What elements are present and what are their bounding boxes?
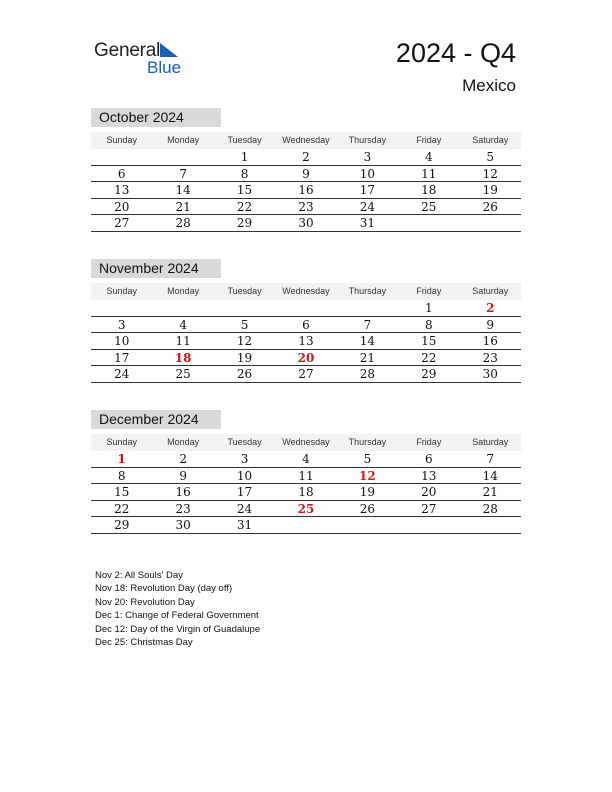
week-row [91,215,521,232]
day-cell: 20 [297,350,315,365]
empty-day-cell [152,149,213,165]
weekday-label: Monday [167,286,200,296]
empty-day-cell [337,517,398,533]
day-cell: 8 [240,166,249,181]
day-cell: 15 [114,485,130,500]
day-cell: 22 [114,501,130,516]
empty-day-cell [214,300,275,316]
weekday-header-row [91,283,521,300]
logo [94,40,194,80]
day-cell: 7 [363,317,372,332]
day-cell: 23 [175,501,191,516]
day-cell: 10 [236,468,253,483]
day-cell: 5 [363,452,372,466]
weekday-label: Monday [167,437,200,447]
week-row [91,300,521,317]
day-cell: 19 [236,350,253,365]
week-row [91,317,521,334]
weekday-label: Tuesday [227,437,262,447]
week-row [91,517,521,534]
day-cell: 9 [179,468,187,483]
logo-triangle-icon [160,43,180,59]
day-cell: 6 [302,317,310,332]
day-cell: 12 [359,468,376,483]
holiday-note: Dec 25: Christmas Day [95,637,193,649]
holiday-note: Dec 1: Change of Federal Government [95,610,259,622]
empty-day-cell [398,215,459,231]
day-cell: 29 [421,367,437,382]
weekday-label: Friday [416,135,442,145]
day-cell: 14 [175,183,191,198]
week-row [91,451,521,468]
day-cell: 13 [298,334,314,349]
day-cell: 5 [240,317,249,332]
weekday-label: Thursday [348,437,387,447]
day-cell: 28 [175,216,191,231]
day-cell: 2 [179,452,187,466]
day-cell: 1 [117,452,126,466]
day-cell: 2 [486,301,495,315]
day-cell: 24 [236,501,253,516]
day-cell: 12 [236,334,253,349]
empty-day-cell [398,517,459,533]
day-cell: 16 [482,334,498,349]
day-cell: 7 [179,166,187,181]
month-title: November 2024 [91,259,221,278]
empty-day-cell [91,300,152,316]
month-block [91,108,521,232]
day-cell: 24 [114,367,130,382]
day-cell: 8 [425,317,433,332]
day-cell: 18 [174,350,192,365]
day-cell: 2 [302,150,310,164]
day-cell: 15 [236,183,253,198]
weekday-label: Wednesday [282,135,330,145]
day-cell: 10 [359,166,376,181]
day-cell: 4 [179,317,187,332]
empty-day-cell [91,149,152,165]
weekday-label: Thursday [348,135,387,145]
weekday-label: Sunday [106,135,137,145]
day-cell: 22 [236,199,253,214]
empty-day-cell [460,517,521,533]
day-cell: 16 [298,183,314,198]
weekday-label: Saturday [472,286,509,296]
day-cell: 1 [240,150,249,164]
day-cell: 23 [298,199,314,214]
holiday-note: Dec 12: Day of the Virgin of Guadalupe [95,623,261,635]
month-block [91,410,521,534]
day-cell: 11 [421,166,437,181]
day-cell: 13 [114,183,130,198]
month-title: October 2024 [91,108,221,127]
week-row [91,484,521,501]
day-cell: 20 [421,485,437,500]
day-cell: 21 [175,199,191,214]
day-cell: 29 [236,216,253,231]
weekday-label: Sunday [106,437,137,447]
day-cell: 25 [421,199,437,214]
day-cell: 12 [482,166,498,181]
day-cell: 21 [482,485,498,500]
weekday-label: Saturday [472,135,509,145]
holiday-note: Nov 20: Revolution Day [95,596,195,608]
weekday-label: Friday [416,437,442,447]
day-cell: 22 [421,350,437,365]
week-row [91,350,521,367]
week-row [91,366,521,383]
day-cell: 15 [421,334,437,349]
holiday-notes [95,569,260,649]
day-cell: 28 [482,501,498,516]
weekday-label: Monday [167,135,200,145]
day-cell: 1 [425,301,433,315]
day-cell: 3 [363,150,372,164]
day-cell: 9 [486,317,495,332]
day-cell: 9 [302,166,310,181]
weekday-label: Tuesday [227,286,262,296]
weekday-label: Wednesday [282,286,330,296]
day-cell: 18 [298,485,314,500]
day-cell: 31 [236,518,253,533]
day-cell: 30 [298,216,314,231]
holiday-note: Nov 2: All Souls' Day [95,570,183,581]
week-row [91,468,521,485]
day-cell: 31 [359,216,376,231]
day-cell: 20 [114,199,130,214]
day-cell: 25 [297,501,315,516]
day-cell: 30 [175,518,191,533]
empty-day-cell [275,300,336,316]
day-cell: 4 [425,150,433,164]
empty-day-cell [152,300,213,316]
weekday-label: Wednesday [282,437,330,447]
day-cell: 19 [359,485,376,500]
week-row [91,199,521,216]
empty-day-cell [275,517,336,533]
weekday-label: Friday [416,286,442,296]
day-cell: 14 [359,334,376,349]
month-block [91,259,521,383]
day-cell: 11 [298,468,314,483]
day-cell: 27 [298,367,314,382]
day-cell: 29 [114,518,130,533]
day-cell: 4 [302,452,310,466]
day-cell: 16 [175,485,191,500]
week-row [91,166,521,183]
day-cell: 26 [236,367,253,382]
page-title: 2024 - Q4 [395,38,516,68]
country-name: Mexico [462,76,516,95]
empty-day-cell [460,215,521,231]
day-cell: 17 [359,183,376,198]
day-cell: 7 [486,452,495,466]
weekday-header-row [91,434,521,451]
day-cell: 23 [482,350,498,365]
day-cell: 8 [117,468,126,483]
day-cell: 26 [482,199,498,214]
day-cell: 6 [117,166,126,181]
week-row [91,149,521,166]
day-cell: 17 [236,485,253,500]
day-cell: 17 [114,350,130,365]
logo-general-text: General [94,40,161,61]
weekday-label: Tuesday [227,135,262,145]
day-cell: 3 [240,452,249,466]
day-cell: 27 [421,501,437,516]
day-cell: 27 [114,216,130,231]
day-cell: 25 [175,367,191,382]
day-cell: 18 [421,183,437,198]
day-cell: 11 [175,334,191,349]
day-cell: 5 [486,150,495,164]
day-cell: 26 [359,501,376,516]
day-cell: 10 [114,334,130,349]
day-cell: 24 [359,199,376,214]
week-row [91,182,521,199]
weekday-label: Sunday [106,286,137,296]
day-cell: 19 [482,183,498,198]
holiday-note: Nov 18: Revolution Day (day off) [95,583,233,595]
day-cell: 21 [359,350,376,365]
month-title: December 2024 [91,410,221,429]
day-cell: 30 [482,367,498,382]
logo-blue-text: Blue [147,58,182,77]
week-row [91,501,521,518]
day-cell: 28 [359,367,376,382]
day-cell: 14 [482,468,498,483]
weekday-label: Saturday [472,437,509,447]
weekday-label: Thursday [348,286,387,296]
empty-day-cell [337,300,398,316]
week-row [91,333,521,350]
weekday-header-row [91,132,521,149]
day-cell: 3 [117,317,126,332]
day-cell: 13 [421,468,437,483]
day-cell: 6 [425,452,433,466]
